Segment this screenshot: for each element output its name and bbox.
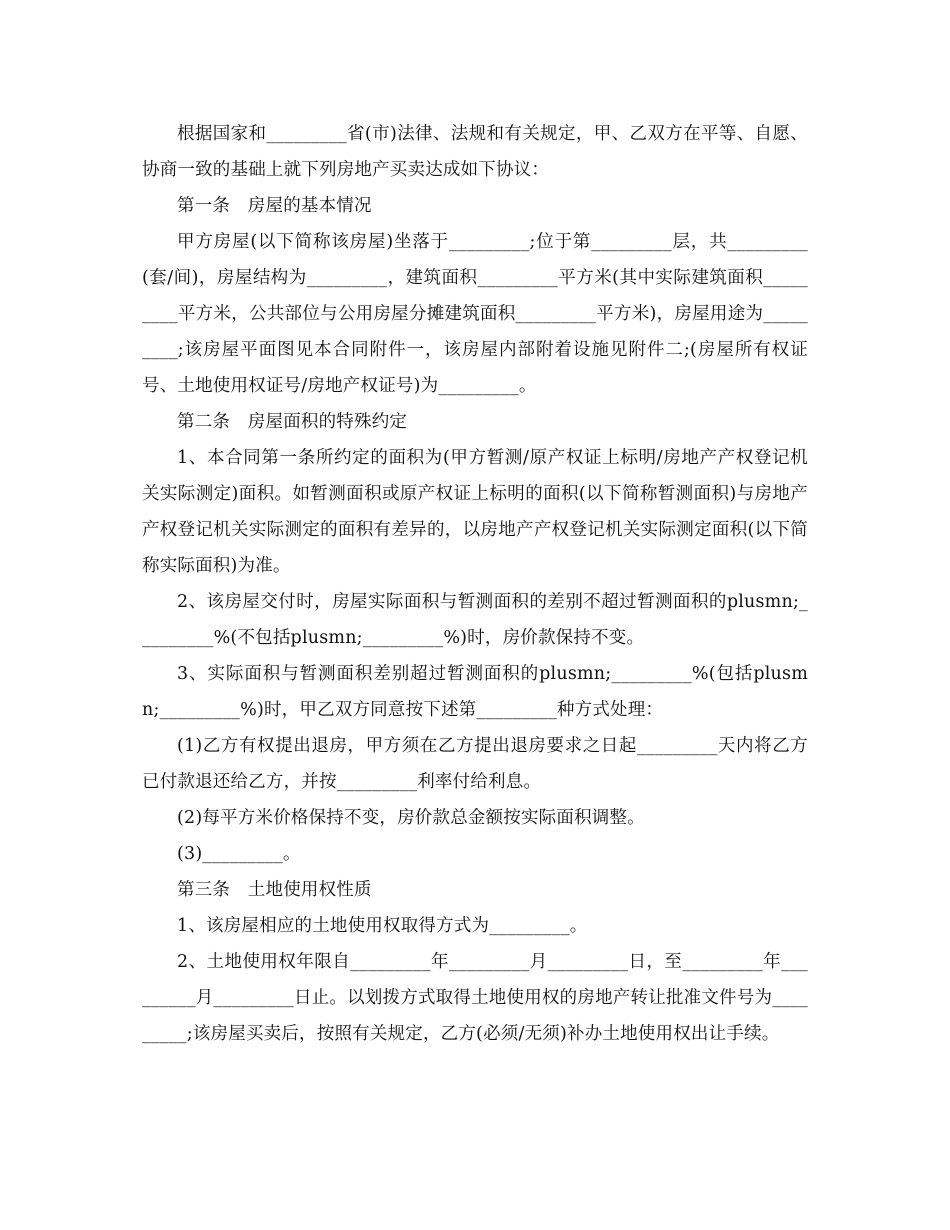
paragraph-land-clause-1: 1、该房屋相应的土地使用权取得方式为_________。: [177, 916, 588, 936]
paragraph-area-clause-1: 1、本合同第一条所约定的面积为(甲方暂测/原产权证上标明/房地产产权登记机关实际测定)面积。如暂测面积或原产权证上标明的面积(以下简称暂测面积)与房地产产权登记机关实际测定的面积有差异的，以房地产产权登记机关实际测定面积(以下简称实际面积)为准。: [142, 448, 808, 576]
document-body: [142, 116, 808, 1052]
paragraph-property-details: 甲方房屋(以下简称该房屋)坐落于_________;位于第_________层，共_________(套/间)，房屋结构为_________，建筑面积_________平方米(其中实际建筑面积_________平方米，公共部位与公用房屋分摊建筑面积_________平方米)，房屋用途为_________;该房屋平面图见本合同附件一，该房屋内部附着设施见附件二;(房屋所有权证号、土地使用权证号/房地产权证号)为_________。: [142, 232, 808, 396]
paragraph-option-3: (3)_________。: [177, 844, 301, 864]
paragraph-land-clause-2: 2、土地使用权年限自_________年_________月_________日，至_________年_________月_________日止。以划拨方式取得土地使用权的房地产转让批准文件号为_________;该房屋买卖后，按照有关规定，乙方(必须/无须)补办土地使用权出让手续。: [142, 952, 808, 1044]
paragraph-option-2: (2)每平方米价格保持不变，房价款总金额按实际面积调整。: [177, 808, 645, 828]
article-2-heading: 第二条 房屋面积的特殊约定: [177, 412, 408, 432]
article-3-heading: 第三条 土地使用权性质: [177, 880, 372, 900]
paragraph-option-1: (1)乙方有权提出退房，甲方须在乙方提出退房要求之日起_________天内将乙方已付款退还给乙方，并按_________利率付给利息。: [142, 736, 808, 792]
paragraph-preamble: 根据国家和_________省(市)法律、法规和有关规定，甲、乙双方在平等、自愿、协商一致的基础上就下列房地产买卖达成如下协议：: [142, 124, 808, 180]
paragraph-area-clause-3: 3、实际面积与暂测面积差别超过暂测面积的plusmn;_________%(包括plusmn;_________%)时，甲乙双方同意按下述第_________种方式处理：: [142, 664, 808, 720]
paragraph-area-clause-2: 2、该房屋交付时，房屋实际面积与暂测面积的差别不超过暂测面积的plusmn;_________%(不包括plusmn;_________%)时，房价款保持不变。: [142, 592, 808, 648]
article-1-heading: 第一条 房屋的基本情况: [177, 196, 372, 216]
